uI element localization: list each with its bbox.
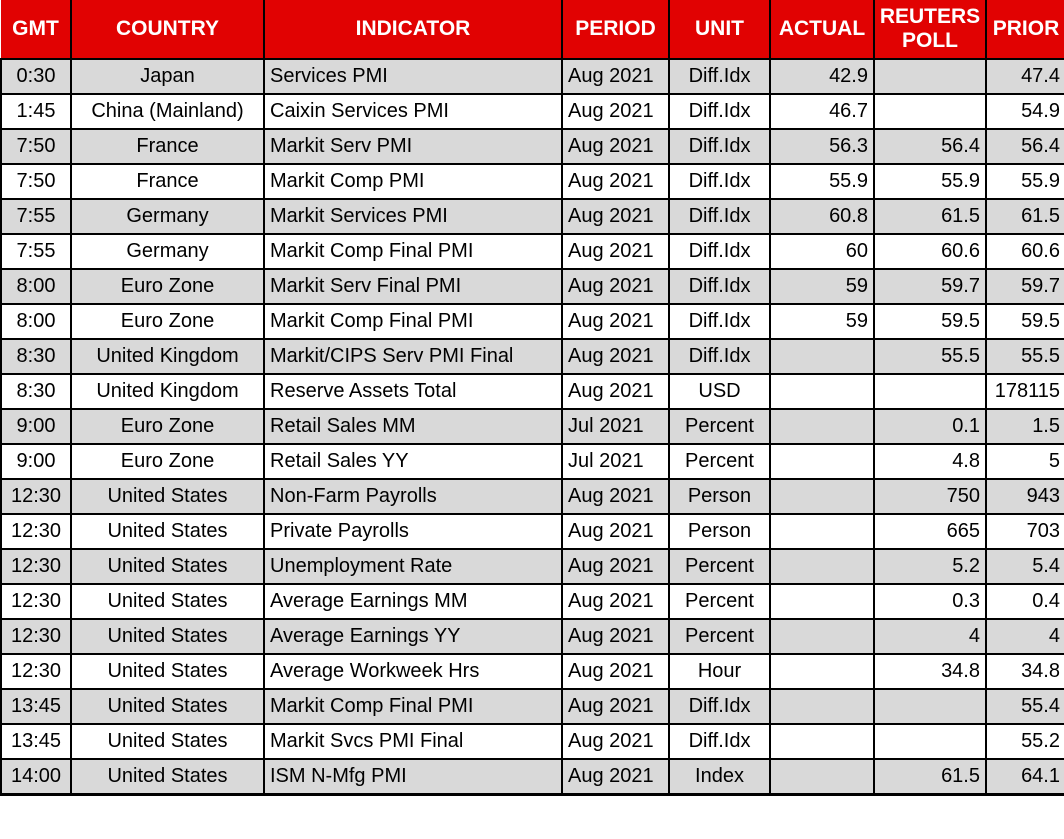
cell-prior: 61.5 [986, 199, 1064, 234]
cell-reuters_poll: 60.6 [874, 234, 986, 269]
cell-country: United States [71, 654, 264, 689]
cell-prior: 34.8 [986, 654, 1064, 689]
cell-actual [770, 619, 874, 654]
cell-gmt: 12:30 [1, 654, 71, 689]
cell-indicator: Markit Services PMI [264, 199, 562, 234]
cell-gmt: 9:00 [1, 444, 71, 479]
cell-indicator: Services PMI [264, 59, 562, 94]
cell-actual: 59 [770, 304, 874, 339]
cell-unit: Diff.Idx [669, 304, 770, 339]
cell-period: Aug 2021 [562, 164, 669, 199]
cell-prior: 5.4 [986, 549, 1064, 584]
cell-gmt: 9:00 [1, 409, 71, 444]
table-row [1, 724, 1064, 759]
column-header-indicator: INDICATOR [264, 0, 562, 59]
cell-indicator: Markit Comp Final PMI [264, 304, 562, 339]
cell-period: Aug 2021 [562, 549, 669, 584]
cell-prior: 56.4 [986, 129, 1064, 164]
cell-actual [770, 409, 874, 444]
cell-actual [770, 759, 874, 795]
cell-gmt: 12:30 [1, 619, 71, 654]
column-header-period: PERIOD [562, 0, 669, 59]
cell-reuters_poll: 4 [874, 619, 986, 654]
table-row [1, 199, 1064, 234]
cell-country: Euro Zone [71, 269, 264, 304]
cell-country: Japan [71, 59, 264, 94]
cell-unit: Diff.Idx [669, 59, 770, 94]
cell-gmt: 7:50 [1, 164, 71, 199]
cell-indicator: Caixin Services PMI [264, 94, 562, 129]
cell-gmt: 8:00 [1, 269, 71, 304]
cell-unit: USD [669, 374, 770, 409]
cell-reuters_poll: 4.8 [874, 444, 986, 479]
cell-actual: 60.8 [770, 199, 874, 234]
cell-indicator: Markit Comp Final PMI [264, 234, 562, 269]
cell-period: Jul 2021 [562, 409, 669, 444]
cell-period: Jul 2021 [562, 444, 669, 479]
cell-reuters_poll: 750 [874, 479, 986, 514]
cell-reuters_poll [874, 94, 986, 129]
cell-reuters_poll: 61.5 [874, 199, 986, 234]
cell-prior: 703 [986, 514, 1064, 549]
cell-prior: 54.9 [986, 94, 1064, 129]
cell-period: Aug 2021 [562, 374, 669, 409]
cell-reuters_poll: 61.5 [874, 759, 986, 795]
cell-period: Aug 2021 [562, 584, 669, 619]
cell-actual: 42.9 [770, 59, 874, 94]
table-row [1, 409, 1064, 444]
cell-gmt: 13:45 [1, 689, 71, 724]
cell-unit: Diff.Idx [669, 199, 770, 234]
column-header-reuters_poll: REUTERS POLL [874, 0, 986, 59]
cell-reuters_poll: 59.5 [874, 304, 986, 339]
table-row [1, 164, 1064, 199]
cell-country: Euro Zone [71, 444, 264, 479]
table-body [1, 59, 1064, 795]
cell-reuters_poll: 59.7 [874, 269, 986, 304]
cell-prior: 178115 [986, 374, 1064, 409]
cell-reuters_poll: 55.9 [874, 164, 986, 199]
cell-reuters_poll [874, 374, 986, 409]
cell-actual: 55.9 [770, 164, 874, 199]
cell-unit: Diff.Idx [669, 234, 770, 269]
cell-reuters_poll: 0.3 [874, 584, 986, 619]
cell-actual: 60 [770, 234, 874, 269]
cell-unit: Diff.Idx [669, 129, 770, 164]
cell-gmt: 12:30 [1, 549, 71, 584]
table-row [1, 584, 1064, 619]
cell-country: United Kingdom [71, 374, 264, 409]
cell-gmt: 14:00 [1, 759, 71, 795]
cell-unit: Index [669, 759, 770, 795]
cell-indicator: Reserve Assets Total [264, 374, 562, 409]
table-row [1, 759, 1064, 795]
cell-gmt: 0:30 [1, 59, 71, 94]
header-row [1, 0, 1064, 59]
cell-actual [770, 584, 874, 619]
cell-unit: Person [669, 479, 770, 514]
table-row [1, 234, 1064, 269]
cell-country: United Kingdom [71, 339, 264, 374]
column-header-unit: UNIT [669, 0, 770, 59]
cell-prior: 1.5 [986, 409, 1064, 444]
cell-period: Aug 2021 [562, 339, 669, 374]
cell-actual [770, 479, 874, 514]
cell-indicator: ISM N-Mfg PMI [264, 759, 562, 795]
cell-indicator: Average Earnings YY [264, 619, 562, 654]
cell-unit: Diff.Idx [669, 339, 770, 374]
cell-reuters_poll: 5.2 [874, 549, 986, 584]
cell-prior: 64.1 [986, 759, 1064, 795]
cell-actual: 46.7 [770, 94, 874, 129]
cell-period: Aug 2021 [562, 619, 669, 654]
cell-indicator: Retail Sales YY [264, 444, 562, 479]
cell-actual [770, 689, 874, 724]
cell-period: Aug 2021 [562, 129, 669, 164]
cell-indicator: Markit/CIPS Serv PMI Final [264, 339, 562, 374]
cell-indicator: Unemployment Rate [264, 549, 562, 584]
column-header-prior: PRIOR [986, 0, 1064, 59]
cell-period: Aug 2021 [562, 514, 669, 549]
cell-country: United States [71, 724, 264, 759]
cell-period: Aug 2021 [562, 59, 669, 94]
cell-indicator: Markit Comp PMI [264, 164, 562, 199]
cell-actual [770, 514, 874, 549]
table-row [1, 479, 1064, 514]
cell-gmt: 8:30 [1, 374, 71, 409]
cell-actual [770, 654, 874, 689]
cell-gmt: 13:45 [1, 724, 71, 759]
cell-period: Aug 2021 [562, 199, 669, 234]
cell-prior: 47.4 [986, 59, 1064, 94]
cell-country: Germany [71, 199, 264, 234]
cell-actual: 59 [770, 269, 874, 304]
cell-country: France [71, 129, 264, 164]
cell-gmt: 7:55 [1, 199, 71, 234]
cell-prior: 55.5 [986, 339, 1064, 374]
cell-prior: 59.7 [986, 269, 1064, 304]
cell-country: United States [71, 549, 264, 584]
cell-prior: 4 [986, 619, 1064, 654]
cell-gmt: 7:50 [1, 129, 71, 164]
cell-country: France [71, 164, 264, 199]
cell-actual [770, 549, 874, 584]
cell-country: Euro Zone [71, 304, 264, 339]
cell-gmt: 1:45 [1, 94, 71, 129]
cell-gmt: 7:55 [1, 234, 71, 269]
cell-reuters_poll: 55.5 [874, 339, 986, 374]
cell-prior: 59.5 [986, 304, 1064, 339]
table-row [1, 654, 1064, 689]
cell-actual: 56.3 [770, 129, 874, 164]
cell-reuters_poll: 0.1 [874, 409, 986, 444]
cell-unit: Percent [669, 549, 770, 584]
cell-unit: Diff.Idx [669, 94, 770, 129]
cell-prior: 55.4 [986, 689, 1064, 724]
cell-gmt: 12:30 [1, 584, 71, 619]
table-row [1, 94, 1064, 129]
cell-actual [770, 339, 874, 374]
table-row [1, 59, 1064, 94]
column-header-country: COUNTRY [71, 0, 264, 59]
column-header-gmt: GMT [1, 0, 71, 59]
cell-indicator: Average Workweek Hrs [264, 654, 562, 689]
cell-indicator: Markit Comp Final PMI [264, 689, 562, 724]
table-row [1, 619, 1064, 654]
table-header [1, 0, 1064, 59]
cell-gmt: 12:30 [1, 514, 71, 549]
table-row [1, 304, 1064, 339]
cell-period: Aug 2021 [562, 304, 669, 339]
cell-period: Aug 2021 [562, 689, 669, 724]
cell-country: United States [71, 619, 264, 654]
cell-country: United States [71, 479, 264, 514]
cell-unit: Percent [669, 584, 770, 619]
table-row [1, 129, 1064, 164]
cell-unit: Diff.Idx [669, 269, 770, 304]
column-header-actual: ACTUAL [770, 0, 874, 59]
cell-period: Aug 2021 [562, 654, 669, 689]
cell-gmt: 12:30 [1, 479, 71, 514]
cell-reuters_poll [874, 689, 986, 724]
cell-unit: Diff.Idx [669, 724, 770, 759]
cell-unit: Diff.Idx [669, 689, 770, 724]
cell-actual [770, 374, 874, 409]
cell-reuters_poll: 665 [874, 514, 986, 549]
cell-reuters_poll: 34.8 [874, 654, 986, 689]
table-row [1, 269, 1064, 304]
cell-prior: 60.6 [986, 234, 1064, 269]
cell-unit: Percent [669, 409, 770, 444]
cell-prior: 943 [986, 479, 1064, 514]
cell-unit: Percent [669, 444, 770, 479]
cell-unit: Diff.Idx [669, 164, 770, 199]
cell-actual [770, 444, 874, 479]
table-row [1, 689, 1064, 724]
cell-prior: 55.2 [986, 724, 1064, 759]
cell-indicator: Markit Svcs PMI Final [264, 724, 562, 759]
cell-indicator: Markit Serv PMI [264, 129, 562, 164]
cell-prior: 0.4 [986, 584, 1064, 619]
table-row [1, 339, 1064, 374]
cell-actual [770, 724, 874, 759]
cell-indicator: Retail Sales MM [264, 409, 562, 444]
cell-reuters_poll [874, 59, 986, 94]
cell-unit: Hour [669, 654, 770, 689]
cell-country: Germany [71, 234, 264, 269]
cell-indicator: Average Earnings MM [264, 584, 562, 619]
cell-country: China (Mainland) [71, 94, 264, 129]
cell-country: Euro Zone [71, 409, 264, 444]
table-row [1, 374, 1064, 409]
cell-country: United States [71, 689, 264, 724]
cell-unit: Percent [669, 619, 770, 654]
cell-unit: Person [669, 514, 770, 549]
cell-gmt: 8:00 [1, 304, 71, 339]
cell-country: United States [71, 759, 264, 795]
cell-period: Aug 2021 [562, 479, 669, 514]
table-row [1, 444, 1064, 479]
cell-country: United States [71, 584, 264, 619]
table-row [1, 514, 1064, 549]
cell-reuters_poll [874, 724, 986, 759]
cell-period: Aug 2021 [562, 759, 669, 795]
cell-period: Aug 2021 [562, 724, 669, 759]
cell-indicator: Markit Serv Final PMI [264, 269, 562, 304]
table-row [1, 549, 1064, 584]
cell-period: Aug 2021 [562, 234, 669, 269]
cell-country: United States [71, 514, 264, 549]
cell-period: Aug 2021 [562, 269, 669, 304]
cell-prior: 5 [986, 444, 1064, 479]
cell-gmt: 8:30 [1, 339, 71, 374]
cell-prior: 55.9 [986, 164, 1064, 199]
cell-period: Aug 2021 [562, 94, 669, 129]
cell-indicator: Non-Farm Payrolls [264, 479, 562, 514]
cell-reuters_poll: 56.4 [874, 129, 986, 164]
cell-indicator: Private Payrolls [264, 514, 562, 549]
